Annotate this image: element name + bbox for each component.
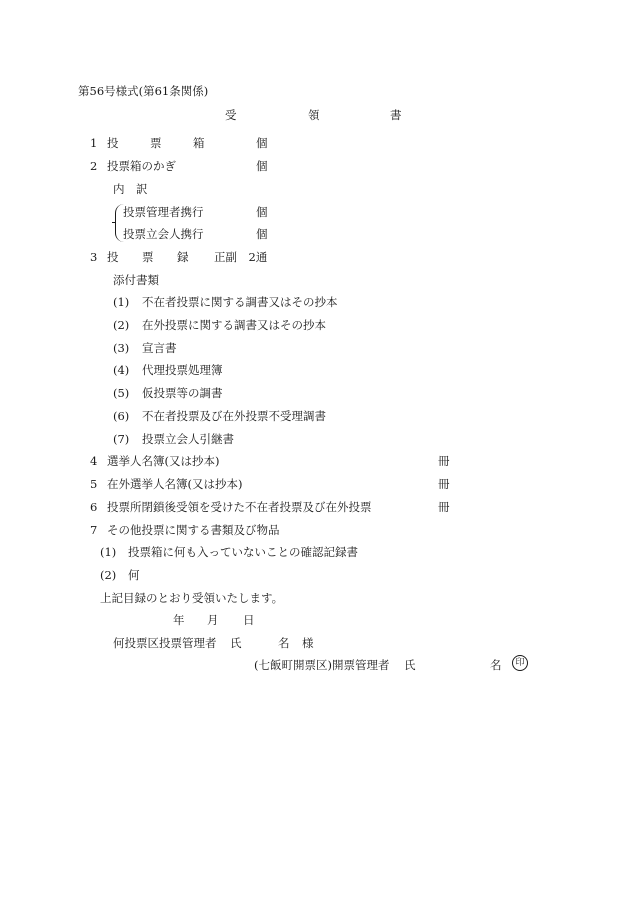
addressee-shi: 氏	[230, 636, 242, 650]
title-char-3: 書	[390, 108, 402, 122]
item-1-label-c: 箱	[193, 136, 205, 150]
item-6-unit: 冊	[438, 500, 450, 514]
attached-1-text: 不在者投票に関する調書又はその抄本	[142, 295, 338, 309]
addressee-mei: 名	[278, 636, 290, 650]
date-year: 年	[173, 613, 185, 627]
item-2-label: 投票箱のかぎ	[107, 159, 176, 173]
item-4-unit: 冊	[438, 454, 450, 468]
attached-5-number: (5)	[113, 386, 130, 400]
other-1-number: (1)	[100, 545, 117, 559]
item-1-number: 1	[90, 136, 98, 150]
attached-3-number: (3)	[113, 341, 130, 355]
item-7-number: 7	[90, 523, 98, 537]
item-4-text: 選挙人名簿(又は抄本)	[107, 454, 220, 468]
seal-stamp: 印	[512, 655, 528, 671]
date-month: 月	[207, 613, 219, 627]
signer-mei: 名	[490, 658, 502, 672]
sub-item-1-unit: 個	[256, 205, 268, 219]
item-2-unit: 個	[256, 159, 268, 173]
item-3-label-c: 録	[177, 250, 189, 264]
statement-text: 上記目録のとおり受領いたします。	[100, 591, 284, 605]
item-1-label-a: 投	[107, 136, 119, 150]
item-3-unit: 正副 2通	[214, 250, 268, 264]
item-6-text: 投票所閉鎖後受領を受けた不在者投票及び在外投票	[107, 500, 372, 514]
attached-7-number: (7)	[113, 432, 130, 446]
item-1-unit: 個	[256, 136, 268, 150]
other-1-text: 投票箱に何も入っていないことの確認記録書	[128, 545, 358, 559]
other-2-text: 何	[128, 568, 140, 582]
attached-6-text: 不在者投票及び在外投票不受理調書	[142, 409, 326, 423]
attached-3-text: 宣言書	[142, 341, 177, 355]
attached-4-text: 代理投票処理簿	[142, 363, 223, 377]
item-3-label-a: 投	[107, 250, 119, 264]
item-5-number: 5	[90, 477, 98, 491]
attached-heading: 添付書類	[113, 273, 159, 287]
addressee-org: 何投票区投票管理者	[113, 636, 217, 650]
item-3-number: 3	[90, 250, 98, 264]
item-5-unit: 冊	[438, 477, 450, 491]
item-3-label-b: 票	[142, 250, 154, 264]
attached-5-text: 仮投票等の調書	[142, 386, 223, 400]
sub-item-2-unit: 個	[256, 227, 268, 241]
item-4-number: 4	[90, 454, 98, 468]
item-5-text: 在外選挙人名簿(又は抄本)	[107, 477, 243, 491]
attached-2-number: (2)	[113, 318, 130, 332]
item-1-label-b: 票	[150, 136, 162, 150]
item-2-number: 2	[90, 159, 98, 173]
breakdown-label: 内 訳	[113, 182, 148, 196]
attached-1-number: (1)	[113, 295, 130, 309]
item-7-text: その他投票に関する書類及び物品	[107, 523, 280, 537]
sub-item-1-label: 投票管理者携行	[123, 205, 204, 219]
attached-4-number: (4)	[113, 363, 130, 377]
addressee-sama: 様	[302, 636, 314, 650]
date-day: 日	[243, 613, 255, 627]
item-6-number: 6	[90, 500, 98, 514]
signer-shi: 氏	[404, 658, 416, 672]
title-char-1: 受	[225, 108, 237, 122]
title-char-2: 領	[308, 108, 320, 122]
signer-org: (七飯町開票区)開票管理者	[254, 658, 390, 672]
sub-item-2-label: 投票立会人携行	[123, 227, 204, 241]
attached-7-text: 投票立会人引継書	[142, 432, 234, 446]
other-2-number: (2)	[100, 568, 117, 582]
attached-2-text: 在外投票に関する調書又はその抄本	[142, 318, 326, 332]
attached-6-number: (6)	[113, 409, 130, 423]
form-number: 第56号様式(第61条関係)	[78, 84, 209, 98]
